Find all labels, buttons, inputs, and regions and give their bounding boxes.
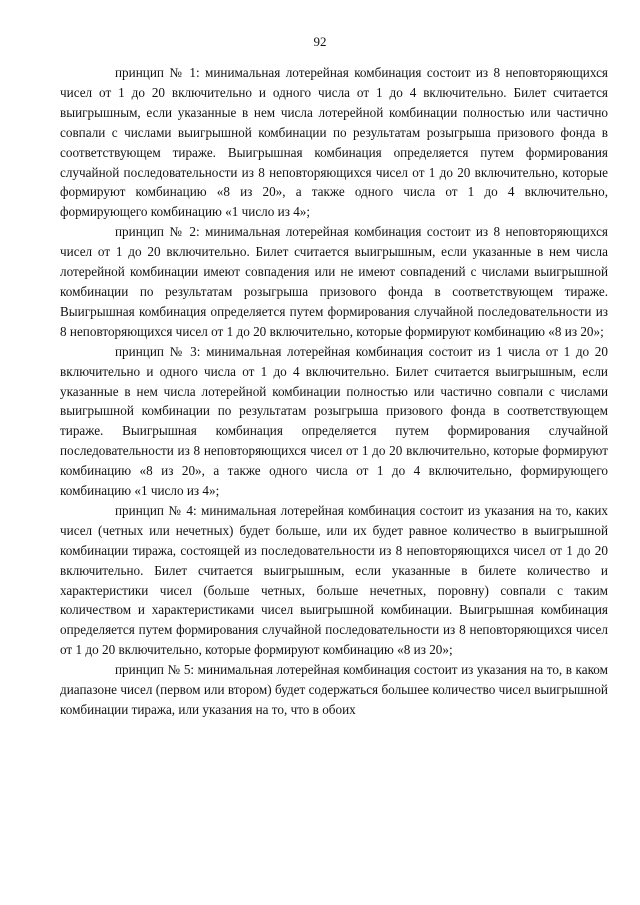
paragraph-principle-1: принцип № 1: минимальная лотерейная комбинация состоит из 8 неповторяющихся чисел от 1 до 20 включительно и одного числа от 1 до 4 включительно. Билет считается выигрышным, если указанные в нем числа лотерейной комбинации полностью или частично совпали с числами выигрышной комбинации по результатам розыгрыша призового фонда в соответствующем тираже. Выигрышная комбинация определяется путем формирования случайной последовательности из 8 неповторяющихся чисел от 1 до 20 включительно, которые формируют комбинацию «8 из 20», а также одного числа от 1 до 4 включительно, формирующего комбинацию «1 число из 4»; bbox=[60, 65, 608, 220]
paragraph-principle-4: принцип № 4: минимальная лотерейная комбинация состоит из указания на то, каких чисел (четных или нечетных) будет больше, или их будет равное количество в выигрышной комбинации тиража, состоящей из последовательности из 8 неповторяющихся чисел от 1 до 20 включительно. Билет считается выигрышным, если указанные в билете количество и характеристики чисел (больше четных, больше нечетных, поровну) совпали с таким количеством и характеристиками чисел выигрышной комбинации. Выигрышная комбинация определяется путем формирования случайной последовательности из 8 неповторяющихся чисел от 1 до 20 включительно, которые формируют комбинацию «8 из 20»; bbox=[60, 502, 608, 658]
document-body bbox=[60, 63, 608, 720]
paragraph-principle-3: принцип № 3: минимальная лотерейная комбинация состоит из 1 числа от 1 до 20 включительно и одного числа от 1 до 4 включительно. Билет считается выигрышным, если указанные в нем числа лотерейной комбинации полностью или частично совпали с числами выигрышной комбинации по результатам розыгрыша призового фонда в соответствующем тираже. Выигрышная комбинация определяется путем формирования случайной последовательности из 8 неповторяющихся чисел от 1 до 20 включительно, которые формируют комбинацию «8 из 20», а также одного числа от 1 до 4 включительно, формирующего комбинацию «1 число из 4»; bbox=[60, 343, 608, 499]
paragraph-principle-5: принцип № 5: минимальная лотерейная комбинация состоит из указания на то, в каком диапазоне чисел (первом или втором) будет содержаться большее количество чисел выигрышной комбинации тиража, или указания на то, что в обоих bbox=[60, 662, 608, 717]
page-number: 92 bbox=[313, 34, 327, 49]
paragraph-principle-2: принцип № 2: минимальная лотерейная комбинация состоит из 8 неповторяющихся чисел от 1 до 20 включительно. Билет считается выигрышным, если указанные в нем числа лотерейной комбинации имеют совпадения или не имеют совпадений с числами выигрышной комбинации по результатам розыгрыша призового фонда в соответствующем тираже. Выигрышная комбинация определяется путем формирования случайной последовательности из 8 неповторяющихся чисел от 1 до 20 включительно, которые формируют комбинацию «8 из 20»; bbox=[60, 224, 608, 339]
